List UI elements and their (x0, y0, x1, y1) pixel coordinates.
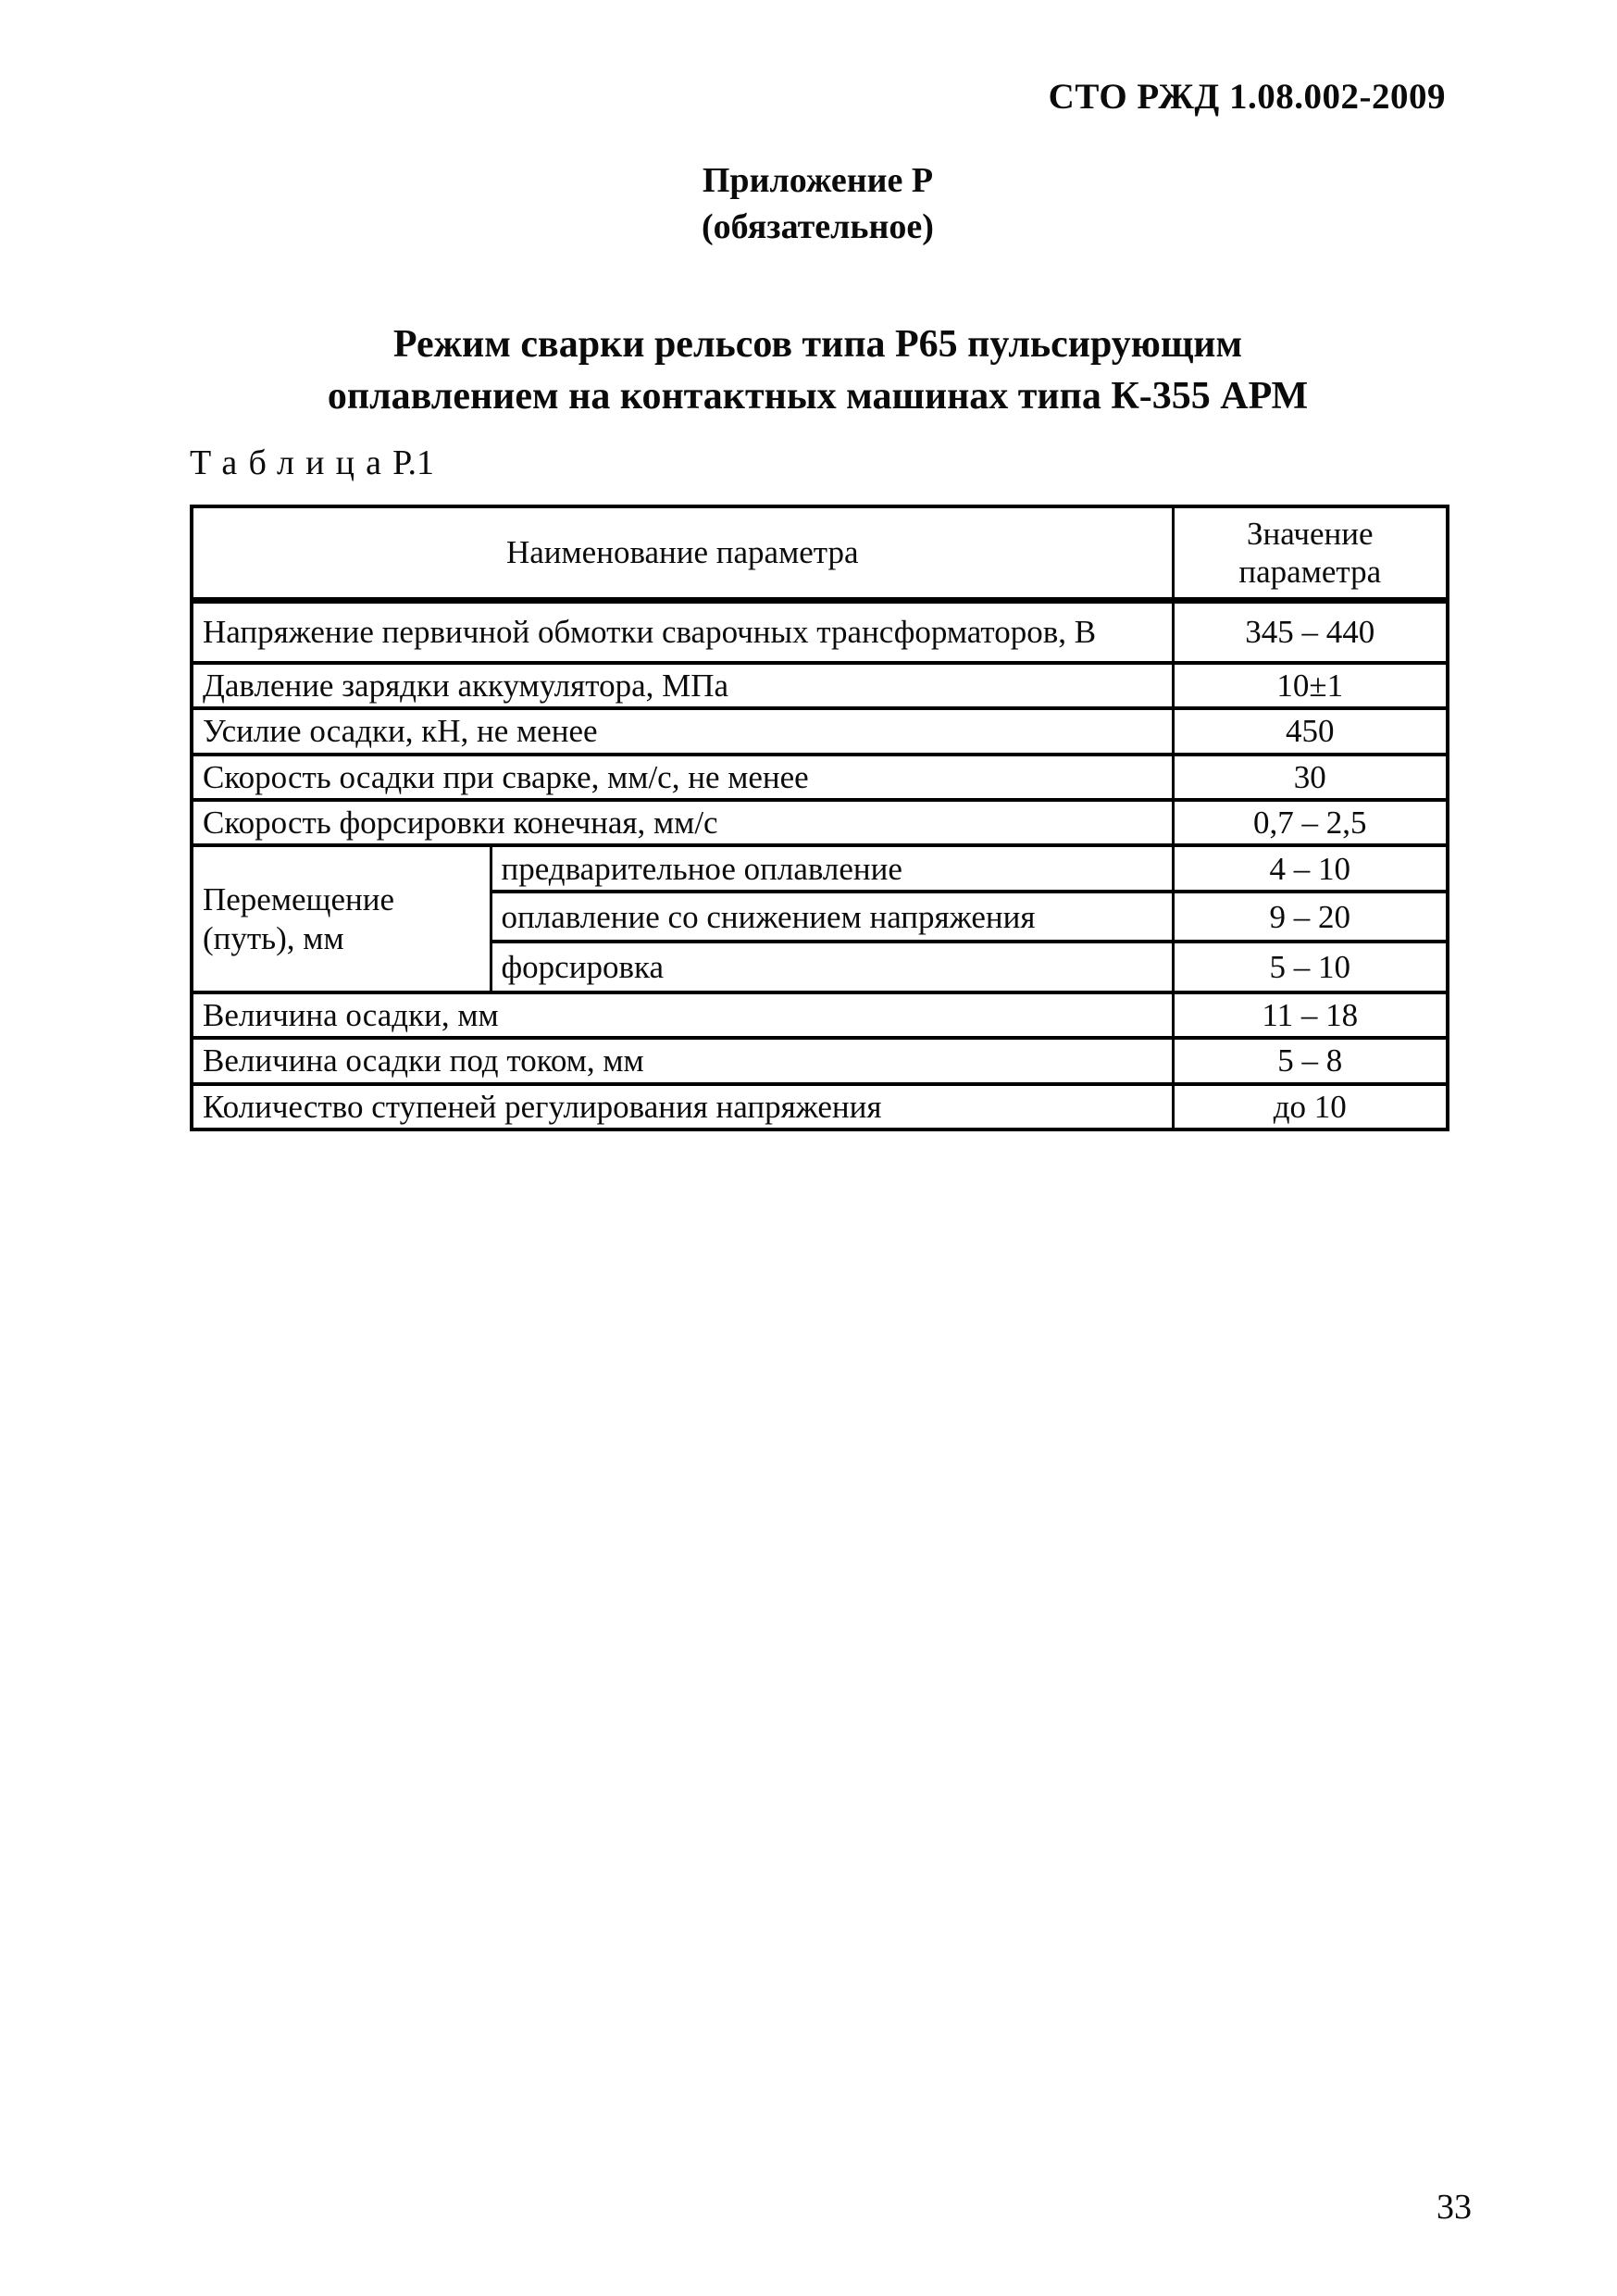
param-name-cell: Скорость форсировки конечная, мм/с (192, 800, 1173, 845)
title-line-1: Режим сварки рельсов типа Р65 пульсирующим (392, 323, 1243, 366)
subparam-name-cell: форсировка (491, 942, 1173, 992)
subparam-name-cell: оплавление со снижением напряжения (491, 892, 1173, 942)
param-name-cell: Величина осадки под током, мм (192, 1038, 1173, 1083)
appendix-heading (190, 157, 1446, 250)
param-value-cell: 450 (1173, 708, 1448, 754)
param-name-cell: Количество ступеней регулирования напряжения (192, 1084, 1173, 1129)
column-header-name: Наименование параметра (192, 506, 1173, 601)
table-row (192, 1038, 1448, 1083)
param-value-cell: 30 (1173, 755, 1448, 800)
title-line-2: оплавлением на контактных машинах типа К-355 АРМ (327, 375, 1309, 418)
param-value-cell: 5 – 8 (1173, 1038, 1448, 1083)
table-row (192, 601, 1448, 664)
table-row (192, 708, 1448, 754)
table-label (190, 443, 434, 483)
table-row (192, 800, 1448, 845)
param-value-cell: 5 – 10 (1173, 942, 1448, 992)
table-label-number: Р.1 (392, 443, 435, 482)
table-row (192, 992, 1448, 1038)
subparam-name-cell: предварительное оплавление (491, 845, 1173, 892)
table-row (192, 845, 1448, 892)
param-name-cell: Усилие осадки, кН, не менее (192, 708, 1173, 754)
group-label-cell: Перемещение (путь), мм (192, 845, 491, 992)
column-header-value: Значение параметра (1173, 506, 1448, 601)
page-number: 33 (1437, 2188, 1472, 2227)
param-value-cell: 10±1 (1173, 663, 1448, 708)
table-row (192, 755, 1448, 800)
page-title (190, 318, 1446, 422)
param-value-cell: 4 – 10 (1173, 845, 1448, 892)
parameters-table (190, 505, 1449, 1131)
param-value-cell: 0,7 – 2,5 (1173, 800, 1448, 845)
param-value-cell: до 10 (1173, 1084, 1448, 1129)
table-row (192, 663, 1448, 708)
table-header-row (192, 506, 1448, 601)
appendix-title: Приложение Р (702, 161, 934, 200)
param-name-cell: Давление зарядки аккумулятора, МПа (192, 663, 1173, 708)
param-name-cell: Скорость осадки при сварке, мм/с, не менее (192, 755, 1173, 800)
param-name-cell: Напряжение первичной обмотки сварочных трансформаторов, В (192, 601, 1173, 664)
param-value-cell: 345 – 440 (1173, 601, 1448, 664)
param-value-cell: 9 – 20 (1173, 892, 1448, 942)
table-label-word: Таблица (190, 443, 393, 482)
doc-code: СТО РЖД 1.08.002-2009 (1048, 77, 1446, 117)
param-value-cell: 11 – 18 (1173, 992, 1448, 1038)
appendix-subtitle: (обязательное) (702, 207, 934, 246)
table-row (192, 1084, 1448, 1129)
param-name-cell: Величина осадки, мм (192, 992, 1173, 1038)
